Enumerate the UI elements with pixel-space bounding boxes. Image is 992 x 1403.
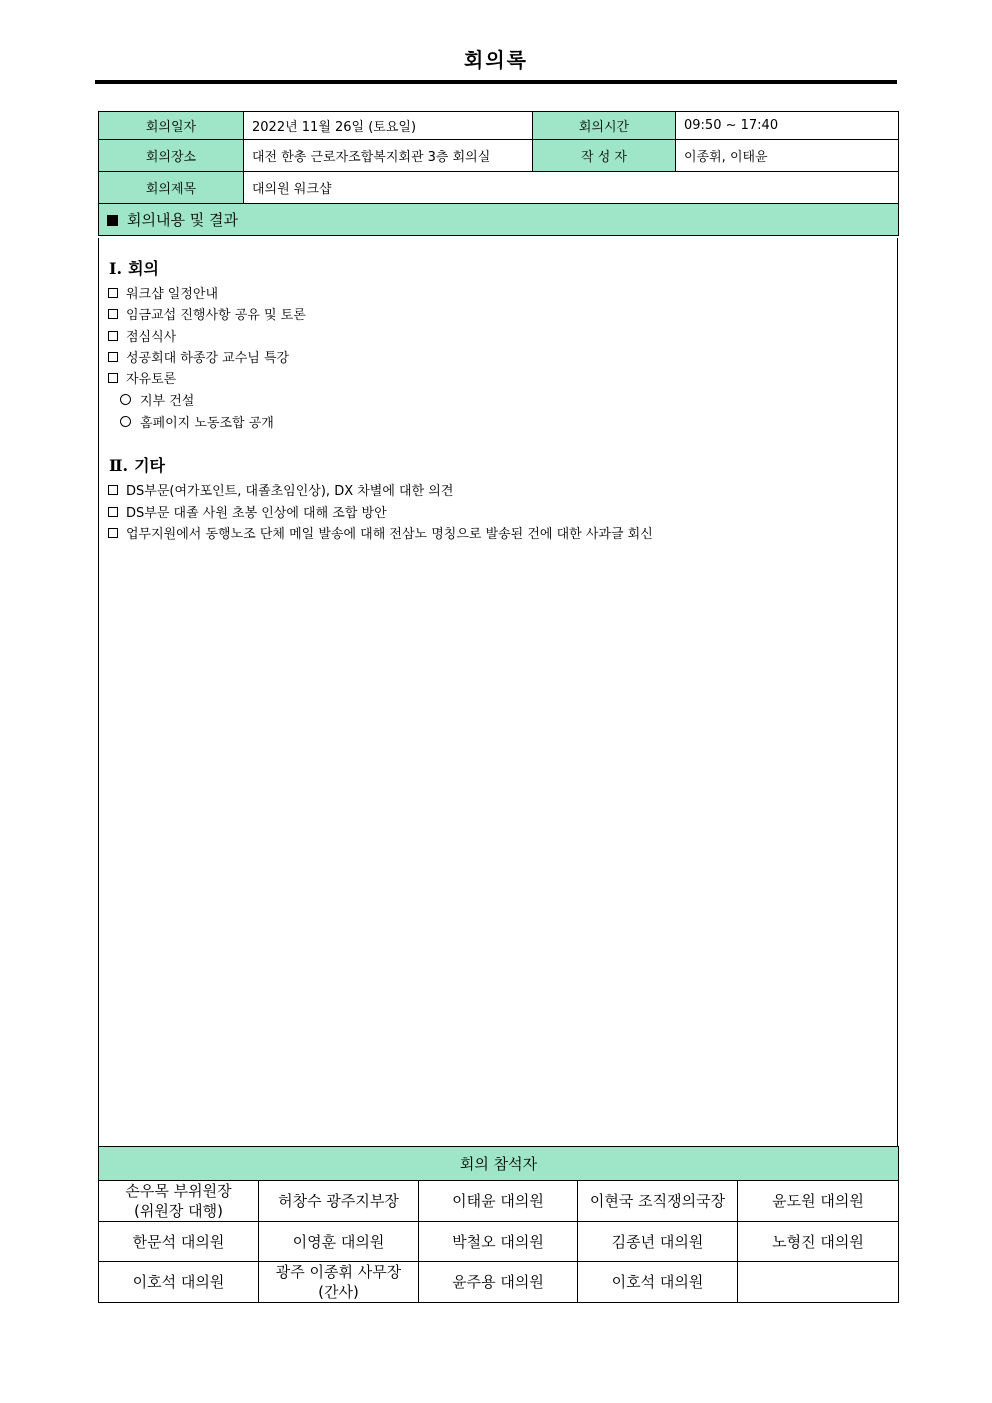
subject-label: 회의제목 [99, 172, 244, 204]
attendee-cell: 김종년 대의원 [578, 1222, 738, 1262]
attendee-cell: 이영훈 대의원 [259, 1222, 419, 1262]
attendee-cell: 이호석 대의원 [99, 1262, 259, 1303]
section-1-title: Ⅰ. 회의 [109, 259, 159, 278]
checkbox-icon [108, 485, 118, 495]
circle-bullet-icon [120, 394, 131, 405]
place-label: 회의장소 [99, 140, 244, 172]
attendee-cell [738, 1262, 899, 1303]
attendee-cell: 윤도원 대의원 [738, 1181, 899, 1222]
time-label: 회의시간 [533, 112, 676, 140]
list-item: 점심식사 [108, 326, 176, 345]
list-item: DS부문(여가포인트, 대졸초임인상), DX 차별에 대한 의견 [108, 480, 453, 499]
checkbox-icon [108, 373, 118, 383]
checkbox-icon [108, 309, 118, 319]
subject-value: 대의원 워크샵 [244, 172, 899, 204]
attendee-cell: 허창수 광주지부장 [259, 1181, 419, 1222]
list-item: DS부문 대졸 사원 초봉 인상에 대해 조합 방안 [108, 502, 387, 521]
meeting-info-table [98, 111, 899, 236]
attendee-cell: 박철오 대의원 [419, 1222, 578, 1262]
section-2-title: Ⅱ. 기타 [109, 456, 165, 475]
list-item: 업무지원에서 동행노조 단체 메일 발송에 대해 전삼노 명칭으로 발송된 건에 대한 사과글 회신 [108, 523, 653, 542]
list-item: 성공회대 하종강 교수님 특강 [108, 347, 289, 366]
list-item: 워크샵 일정안내 [108, 283, 218, 302]
attendee-cell: 노형진 대의원 [738, 1222, 899, 1262]
checkbox-icon [108, 507, 118, 517]
document-title: 회의록 [464, 48, 528, 72]
black-square-icon [107, 215, 118, 226]
place-value: 대전 한총 근로자조합복지회관 3층 회의실 [244, 140, 533, 172]
sub-list-item: 홈페이지 노동조합 공개 [120, 412, 274, 431]
date-label: 회의일자 [99, 112, 244, 140]
attendee-cell: 이현국 조직쟁의국장 [578, 1181, 738, 1222]
title-divider [95, 80, 897, 84]
writer-label: 작 성 자 [533, 140, 676, 172]
content-header [99, 204, 899, 236]
meeting-content [98, 238, 898, 1146]
checkbox-icon [108, 288, 118, 298]
list-item: 임금교섭 진행사항 공유 및 토론 [108, 304, 306, 323]
sub-list-item: 지부 건설 [120, 390, 194, 409]
attendee-cell: 광주 이종휘 사무장 (간사) [259, 1262, 419, 1303]
writer-value: 이종휘, 이태윤 [676, 140, 899, 172]
time-value: 09:50 ~ 17:40 [676, 112, 899, 140]
attendee-cell: 손우목 부위원장 (위원장 대행) [99, 1181, 259, 1222]
checkbox-icon [108, 528, 118, 538]
content-header-label: 회의내용 및 결과 [127, 211, 238, 229]
attendee-cell: 이호석 대의원 [578, 1262, 738, 1303]
attendee-cell: 이태윤 대의원 [419, 1181, 578, 1222]
checkbox-icon [108, 331, 118, 341]
attendee-cell: 한문석 대의원 [99, 1222, 259, 1262]
attendees-table [98, 1146, 899, 1303]
date-value: 2022년 11월 26일 (토요일) [244, 112, 533, 140]
checkbox-icon [108, 352, 118, 362]
attendee-cell: 윤주용 대의원 [419, 1262, 578, 1303]
circle-bullet-icon [120, 416, 131, 427]
list-item: 자유토론 [108, 368, 176, 387]
attendees-title: 회의 참석자 [99, 1147, 899, 1181]
